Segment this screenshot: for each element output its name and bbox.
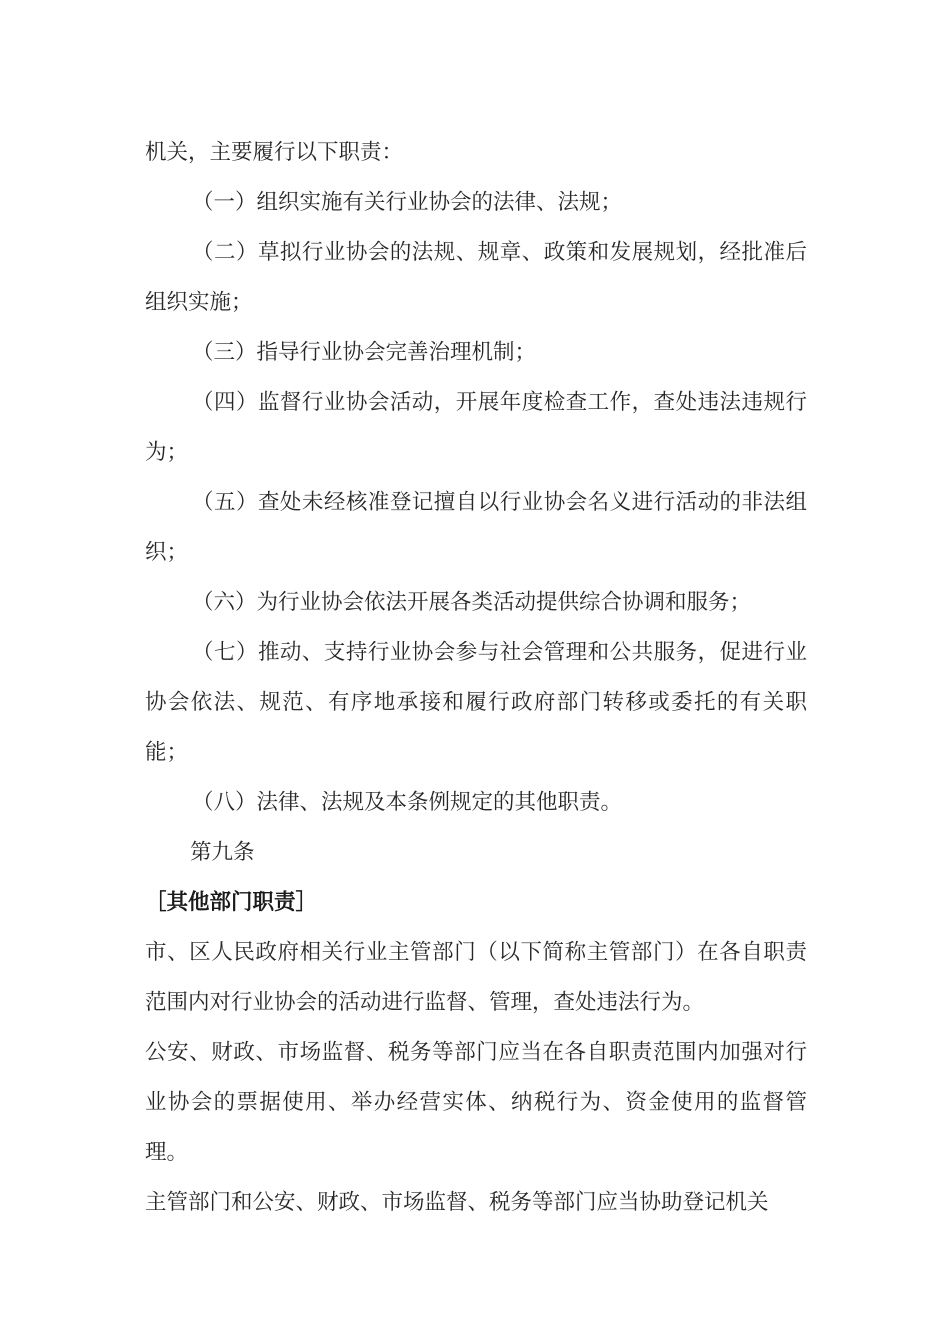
duty-item-8: （八）法律、法规及本条例规定的其他职责。 (192, 790, 623, 815)
opening-line: 机关，主要履行以下职责： (145, 140, 404, 165)
body-paragraph-2: 公安、财政、市场监督、税务等部门应当在各自职责范围内加强对行业协会的票据使用、举办经营实体、纳税行为、资金使用的监督管理。 (145, 1040, 807, 1165)
duty-item-4: （四）监督行业协会活动，开展年度检查工作，查处违法违规行为； (145, 390, 807, 465)
body-paragraph-3: 主管部门和公安、财政、市场监督、税务等部门应当协助登记机关 (145, 1190, 769, 1215)
duty-item-6: （六）为行业协会依法开展各类活动提供综合协调和服务； (192, 590, 752, 615)
duty-item-5: （五）查处未经核准登记擅自以行业协会名义进行活动的非法组织； (145, 490, 807, 565)
duty-item-1: （一）组织实施有关行业协会的法律、法规； (192, 190, 623, 215)
article-heading: ［其他部门职责］ (145, 890, 318, 915)
duty-item-3: （三）指导行业协会完善治理机制； (192, 340, 537, 365)
document-page (145, 128, 807, 1228)
article-number: 第九条 (190, 840, 255, 865)
duty-item-2: （二）草拟行业协会的法规、规章、政策和发展规划，经批准后组织实施； (145, 240, 807, 315)
body-paragraph-1: 市、区人民政府相关行业主管部门（以下简称主管部门）在各自职责范围内对行业协会的活动进行监督、管理，查处违法行为。 (145, 940, 807, 1015)
duty-item-7: （七）推动、支持行业协会参与社会管理和公共服务，促进行业协会依法、规范、有序地承接和履行政府部门转移或委托的有关职能； (145, 640, 807, 765)
